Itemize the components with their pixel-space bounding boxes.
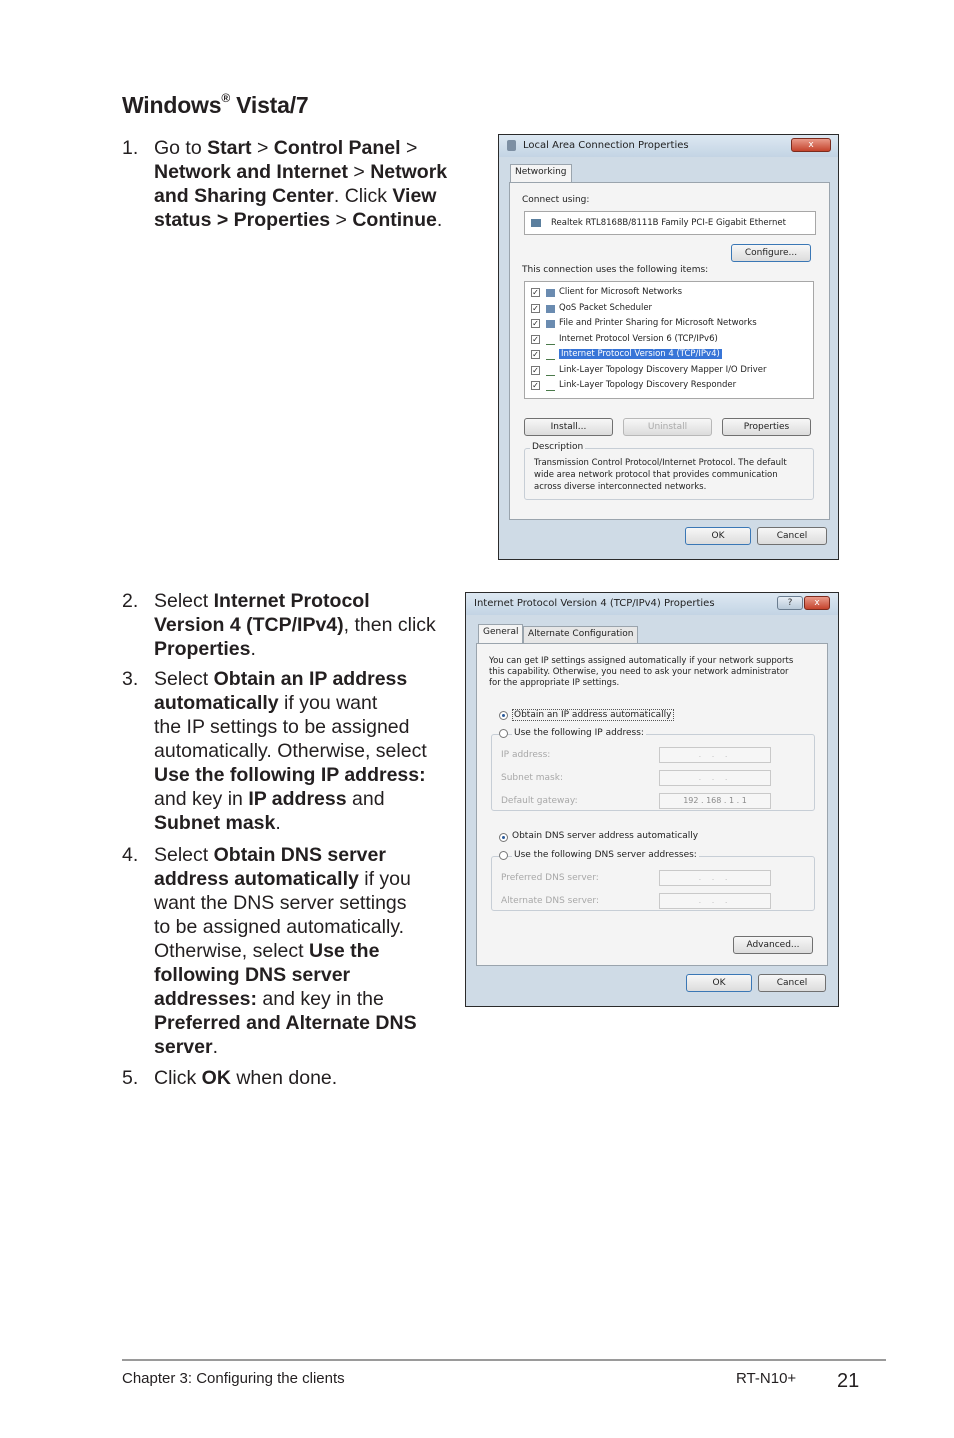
step-text [154, 667, 427, 835]
close-button[interactable]: x [804, 596, 830, 610]
body-text: , then click [343, 614, 436, 636]
alternate-dns-field: . . . [659, 893, 771, 909]
body-text: and [346, 788, 385, 810]
item-checkbox[interactable]: ✓ [532, 288, 539, 297]
network-icon [507, 140, 516, 151]
gateway-field: 192 . 168 . 1 . 1 [659, 793, 771, 809]
step-number: 5. [122, 1067, 139, 1089]
dialog-titlebar [499, 135, 838, 157]
step-line [154, 1035, 417, 1059]
dialog-title: Local Area Connection Properties [523, 140, 689, 151]
emphasis-text: Start [207, 137, 252, 159]
items-list [524, 281, 814, 399]
body-text: and key in [154, 788, 249, 810]
step-text [154, 589, 436, 661]
subnet-mask-field: . . . [659, 770, 771, 786]
step-line [154, 867, 417, 891]
protocol-icon [546, 336, 555, 345]
step-line [154, 715, 427, 739]
footer-model: RT-N10+ [736, 1370, 797, 1387]
step-line [154, 160, 447, 184]
step-line [154, 915, 417, 939]
component-icon [546, 289, 555, 297]
item-checkbox[interactable]: ✓ [532, 303, 539, 313]
item-label[interactable]: QoS Packet Scheduler [559, 302, 653, 313]
subnet-mask-label: Subnet mask: [501, 773, 563, 783]
body-text: Select [154, 590, 214, 612]
use-ip-label[interactable]: Use the following IP address: [514, 728, 644, 738]
emphasis-text: Properties [154, 638, 251, 660]
step-text [154, 843, 417, 1059]
body-text: . [212, 1036, 218, 1058]
step-number: 1. [122, 137, 139, 159]
item-checkbox[interactable]: ✓ [532, 319, 539, 328]
body-text: if you [358, 868, 411, 890]
body-text: want the DNS server settings [154, 892, 407, 914]
body-text: . [436, 209, 443, 231]
component-icon [546, 305, 555, 313]
step-line [154, 691, 427, 715]
body-text: > [400, 137, 418, 159]
tab-general[interactable]: General [478, 624, 523, 643]
body-text: . [250, 638, 256, 660]
obtain-ip-label[interactable]: Obtain an IP address automatically [514, 710, 672, 720]
item-label[interactable]: Link-Layer Topology Discovery Mapper I/O Driver [559, 364, 767, 375]
ip-address-label: IP address: [501, 750, 551, 760]
ip-address-field: . . . [659, 747, 771, 763]
protocol-icon [546, 351, 555, 360]
step-number: 3. [122, 668, 139, 690]
advanced-button[interactable]: Advanced... [733, 936, 813, 954]
emphasis-text: Version 4 (TCP/IPv4) [154, 614, 344, 636]
ok-button[interactable]: OK [685, 527, 751, 545]
emphasis-text: Control Panel [273, 137, 401, 159]
body-text: Click [154, 1067, 202, 1089]
use-dns-radio[interactable] [499, 851, 508, 860]
emphasis-text: following DNS server [154, 964, 351, 986]
step-line [154, 1066, 337, 1090]
step-line [154, 939, 417, 963]
item-label[interactable]: File and Printer Sharing for Microsoft Networks [559, 318, 757, 328]
step-line [154, 787, 427, 811]
alternate-dns-label: Alternate DNS server: [501, 896, 600, 906]
item-label[interactable]: Client for Microsoft Networks [559, 287, 683, 297]
body-text: > [251, 137, 274, 159]
connect-using-label: Connect using: [522, 195, 590, 205]
body-text: Select [154, 668, 214, 690]
step-line [154, 1011, 417, 1035]
step-line [154, 843, 417, 867]
local-area-connection-dialog [498, 134, 839, 560]
ipv4-properties-dialog [465, 592, 839, 1007]
use-dns-label[interactable]: Use the following DNS server addresses: [514, 850, 697, 860]
items-label: This connection uses the following items: [522, 265, 709, 275]
intro-line: You can get IP settings assigned automatically if your network supports [489, 656, 794, 666]
preferred-dns-field: . . . [659, 870, 771, 886]
step-text [154, 136, 447, 232]
emphasis-text: Use the following IP address: [154, 764, 426, 786]
cancel-button[interactable]: Cancel [757, 527, 827, 545]
emphasis-text: automatically [154, 692, 279, 714]
emphasis-text: Network and Internet [154, 161, 348, 183]
body-text: . Click [333, 185, 393, 207]
dialog-title: Internet Protocol Version 4 (TCP/IPv4) Properties [474, 598, 715, 609]
emphasis-text: and Sharing Center [154, 185, 334, 207]
adapter-icon [531, 219, 541, 227]
description-line: Transmission Control Protocol/Internet Protocol. The default [534, 458, 787, 468]
emphasis-text: Obtain DNS server [213, 844, 386, 866]
obtain-dns-radio[interactable] [499, 833, 508, 842]
close-button[interactable]: x [791, 138, 831, 152]
step-line [154, 589, 436, 613]
install-button[interactable]: Install... [524, 418, 613, 436]
emphasis-text: Internet Protocol [213, 590, 370, 612]
step-line [154, 667, 427, 691]
step-line [154, 184, 447, 208]
body-text: the IP settings to be assigned [154, 716, 410, 738]
dialog-titlebar [466, 593, 838, 615]
step-line [154, 987, 417, 1011]
intro-line: this capability. Otherwise, you need to ask your network administrator [489, 667, 789, 677]
tab-networking[interactable]: Networking [510, 164, 572, 183]
step-text [154, 1066, 337, 1090]
description-line: wide area network protocol that provides communication [534, 470, 778, 480]
emphasis-text: Continue [352, 209, 437, 231]
item-label[interactable]: Internet Protocol Version 4 (TCP/IPv4) [561, 349, 720, 359]
tab-alternate-configuration[interactable]: Alternate Configuration [523, 626, 638, 643]
obtain-dns-label[interactable]: Obtain DNS server address automatically [512, 831, 699, 841]
gateway-label: Default gateway: [501, 796, 578, 806]
body-text: to be assigned automatically. [154, 916, 405, 938]
emphasis-text: Subnet mask [154, 812, 276, 834]
emphasis-text: Preferred and Alternate DNS [154, 1012, 417, 1034]
body-text: Otherwise, select [154, 940, 309, 962]
emphasis-text: address automatically [154, 868, 359, 890]
protocol-icon [546, 382, 555, 391]
adapter-name: Realtek RTL8168B/8111B Family PCI-E Gigabit Ethernet [551, 218, 786, 228]
emphasis-text: Network [370, 161, 448, 183]
component-icon [546, 320, 555, 328]
footer-rule [122, 1359, 886, 1361]
properties-button[interactable]: Properties [722, 418, 811, 436]
emphasis-text: status > Properties [154, 209, 331, 231]
heading-text: Windows [122, 92, 222, 118]
step-line [154, 763, 427, 787]
configure-button[interactable]: Configure... [731, 244, 811, 262]
intro-line: for the appropriate IP settings. [489, 678, 620, 688]
emphasis-text: IP address [248, 788, 347, 810]
item-checkbox[interactable]: ✓ [532, 350, 539, 359]
obtain-ip-radio[interactable] [499, 711, 508, 720]
body-text: when done. [230, 1067, 338, 1089]
adapter-box [524, 211, 816, 235]
body-text: automatically. Otherwise, select [154, 740, 427, 762]
body-text: . [275, 812, 281, 834]
emphasis-text: OK [201, 1067, 231, 1089]
ok-button[interactable]: OK [686, 974, 752, 992]
item-label[interactable]: Link-Layer Topology Discovery Responder [559, 380, 737, 390]
step-number: 2. [122, 590, 139, 612]
preferred-dns-label: Preferred DNS server: [501, 873, 599, 883]
body-text: Go to [154, 137, 208, 159]
emphasis-text: addresses: [154, 988, 257, 1010]
step-line [154, 637, 436, 661]
item-label[interactable]: Internet Protocol Version 6 (TCP/IPv6) [559, 333, 718, 344]
description-label: Description [532, 442, 584, 452]
step-line [154, 963, 417, 987]
step-line [154, 891, 417, 915]
body-text: Select [154, 844, 214, 866]
step-line [154, 136, 447, 160]
body-text: > [330, 209, 353, 231]
step-line [154, 811, 427, 835]
item-checkbox[interactable]: ✓ [532, 334, 539, 344]
body-text: if you want [278, 692, 378, 714]
step-line [154, 613, 436, 637]
item-checkbox[interactable]: ✓ [532, 365, 539, 375]
uninstall-button: Uninstall [623, 418, 712, 436]
use-ip-radio[interactable] [499, 729, 508, 738]
description-line: across diverse interconnected networks. [534, 482, 707, 492]
body-text: and key in the [256, 988, 384, 1010]
body-text: > [347, 161, 371, 183]
page-number: 21 [837, 1370, 860, 1392]
emphasis-text: Obtain an IP address [213, 668, 408, 690]
footer-chapter: Chapter 3: Configuring the clients [122, 1370, 345, 1387]
step-number: 4. [122, 844, 139, 866]
registered-mark: ® [221, 91, 230, 106]
general-panel [476, 643, 828, 966]
emphasis-text: server [154, 1036, 213, 1058]
emphasis-text: Use the [308, 940, 380, 962]
protocol-icon [546, 367, 555, 376]
section-heading [122, 92, 309, 119]
emphasis-text: View [392, 185, 437, 207]
step-line [154, 739, 427, 763]
help-button[interactable]: ? [777, 596, 803, 610]
cancel-button[interactable]: Cancel [758, 974, 826, 992]
networking-panel [509, 182, 830, 520]
item-checkbox[interactable]: ✓ [532, 381, 539, 390]
step-line [154, 208, 447, 232]
heading-text-rest: Vista/7 [229, 92, 309, 118]
